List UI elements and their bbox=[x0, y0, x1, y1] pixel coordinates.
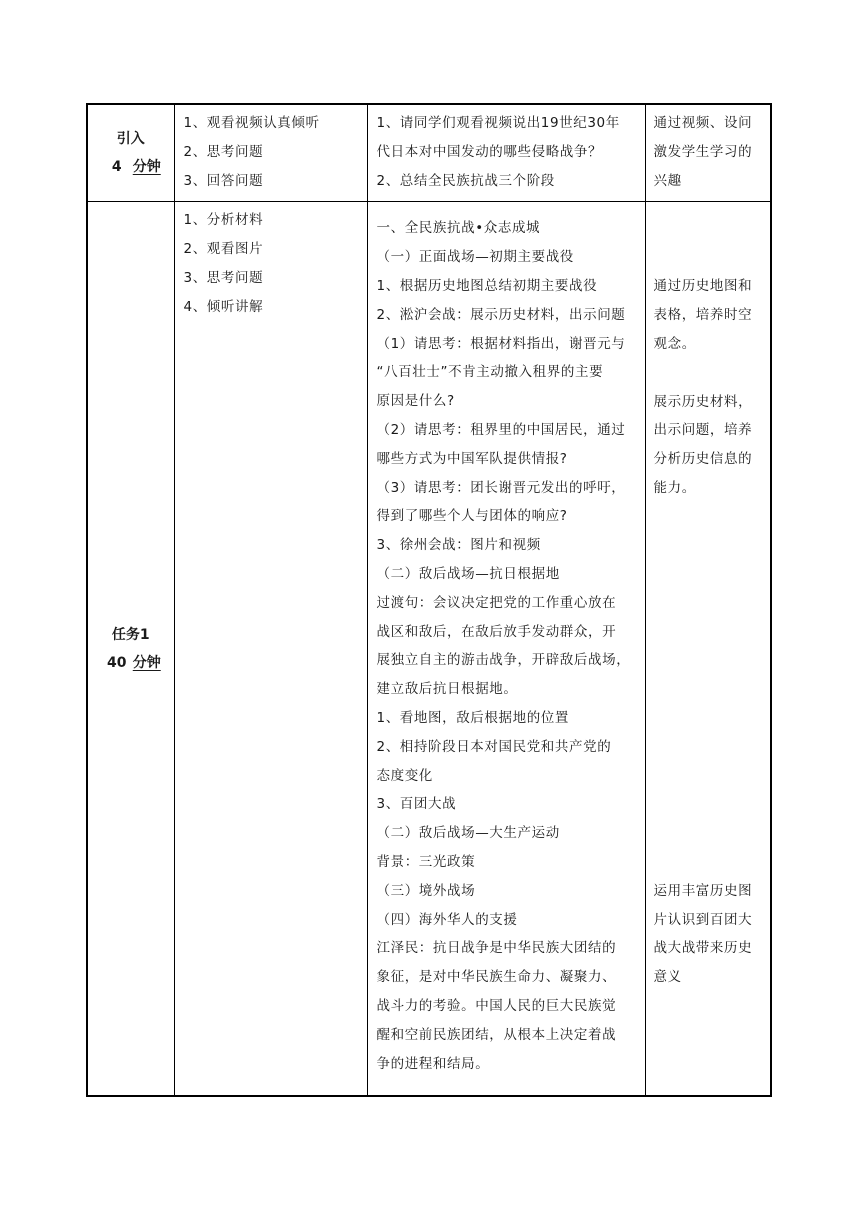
list-item: 江泽民：抗日战争是中华民族大团结的 bbox=[376, 940, 617, 957]
intent-line: 运用丰富历史图 bbox=[653, 882, 753, 899]
list-item: 1、分析材料 bbox=[183, 212, 264, 229]
list-item: 2、思考问题 bbox=[183, 143, 264, 160]
list-item: 背景：三光政策 bbox=[376, 853, 476, 870]
list-item: 哪些方式为中国军队提供情报? bbox=[376, 450, 568, 467]
intent-line: 通过历史地图和 bbox=[653, 278, 753, 295]
list-item: （一）正面战场—初期主要战役 bbox=[376, 249, 574, 266]
list-item: 2、观看图片 bbox=[183, 241, 264, 258]
list-item: 态度变化 bbox=[376, 767, 433, 784]
list-item: 争的进程和结局。 bbox=[376, 1055, 490, 1072]
list-item: 4、倾听讲解 bbox=[183, 298, 264, 315]
duration-value: 40 bbox=[107, 654, 127, 671]
intent-spacer bbox=[654, 206, 765, 272]
list-item: （四）海外华人的支援 bbox=[376, 911, 518, 928]
list-item: 展独立自主的游击战争，开辟敌后战场， bbox=[376, 652, 631, 669]
list-item: （2）请思考：租界里的中国居民，通过 bbox=[376, 421, 626, 438]
list-item: 原因是什么? bbox=[376, 393, 455, 410]
list-item: （1）请思考：根据材料指出，谢晋元与 bbox=[376, 335, 626, 352]
section-heading: 一、全民族抗战•众志成城 bbox=[376, 220, 541, 237]
intent-spacer bbox=[654, 359, 765, 388]
intent-line: 出示问题，培养 bbox=[653, 422, 753, 439]
list-item: 1、根据历史地图总结初期主要战役 bbox=[376, 277, 598, 294]
list-item: 3、思考问题 bbox=[183, 269, 264, 286]
intent-line: 通过视频、设问 bbox=[653, 115, 753, 131]
list-item: 3、徐州会战：图片和视频 bbox=[376, 537, 541, 554]
teacher-activity-cell bbox=[367, 202, 645, 1096]
design-intent-cell bbox=[645, 202, 771, 1096]
list-item: 战斗力的考验。中国人民的巨大民族觉 bbox=[376, 997, 617, 1014]
stage-cell-intro bbox=[87, 104, 174, 202]
list-item: 2、淞沪会战：展示历史材料，出示问题 bbox=[376, 306, 626, 323]
list-item: 1、看地图，敌后根据地的位置 bbox=[376, 709, 569, 726]
duration-unit: 分钟 bbox=[132, 159, 161, 176]
list-item: 得到了哪些个人与团体的响应? bbox=[376, 508, 568, 525]
duration-value: 4 bbox=[111, 159, 122, 176]
list-item: 代日本对中国发动的哪些侵略战争？ bbox=[376, 143, 603, 160]
list-item: 建立敌后抗日根据地。 bbox=[376, 681, 518, 698]
duration-unit: 分钟 bbox=[132, 654, 161, 671]
stage-duration bbox=[88, 649, 174, 677]
stage-duration bbox=[88, 153, 174, 181]
list-item: 3、回答问题 bbox=[183, 172, 264, 189]
design-intent-cell bbox=[645, 104, 771, 202]
stage-name: 任务1 bbox=[111, 626, 150, 643]
list-item: 醒和空前民族团结，从根本上决定着战 bbox=[376, 1026, 617, 1043]
teacher-activity-cell bbox=[367, 104, 645, 202]
list-item: （三）境外战场 bbox=[376, 882, 476, 899]
list-item: 象征，是对中华民族生命力、凝聚力、 bbox=[376, 969, 617, 986]
stage-name: 引入 bbox=[116, 131, 145, 148]
intent-line: 激发学生学习的 bbox=[653, 143, 753, 160]
list-item: 过渡句：会议决定把党的工作重心放在 bbox=[376, 594, 617, 611]
student-activity-cell bbox=[174, 202, 367, 1096]
intent-line: 兴趣 bbox=[653, 172, 682, 189]
lesson-plan-table bbox=[86, 103, 772, 1097]
intent-line: 展示历史材料， bbox=[653, 393, 753, 410]
intent-spacer bbox=[654, 503, 765, 877]
list-item: 1、请同学们观看视频说出19世纪30年 bbox=[376, 115, 620, 131]
intent-line: 观念。 bbox=[653, 335, 696, 352]
intent-line: 片认识到百团大 bbox=[653, 911, 753, 928]
intent-line: 意义 bbox=[653, 969, 682, 986]
table-row-task1 bbox=[87, 202, 771, 1096]
list-item: 1、观看视频认真倾听 bbox=[183, 115, 320, 131]
list-item: 2、相持阶段日本对国民党和共产党的 bbox=[376, 738, 612, 755]
intent-line: 分析历史信息的 bbox=[653, 451, 753, 468]
list-item: （3）请思考：团长谢晋元发出的呼吁， bbox=[376, 479, 626, 496]
student-activity-cell bbox=[174, 104, 367, 202]
list-item: 3、百团大战 bbox=[376, 796, 457, 813]
list-item: （二）敌后战场—抗日根据地 bbox=[376, 565, 560, 582]
stage-cell-task1 bbox=[87, 202, 174, 1096]
intent-line: 战大战带来历史 bbox=[653, 940, 753, 957]
list-item: 战区和敌后，在敌后放手发动群众，开 bbox=[376, 623, 617, 640]
intent-line: 能力。 bbox=[653, 479, 696, 496]
list-item: “八百壮士”不肯主动撤入租界的主要 bbox=[376, 364, 604, 381]
table-row-intro bbox=[87, 104, 771, 202]
list-item: （二）敌后战场—大生产运动 bbox=[376, 825, 560, 842]
intent-line: 表格，培养时空 bbox=[653, 307, 753, 324]
list-item: 2、总结全民族抗战三个阶段 bbox=[376, 172, 555, 189]
